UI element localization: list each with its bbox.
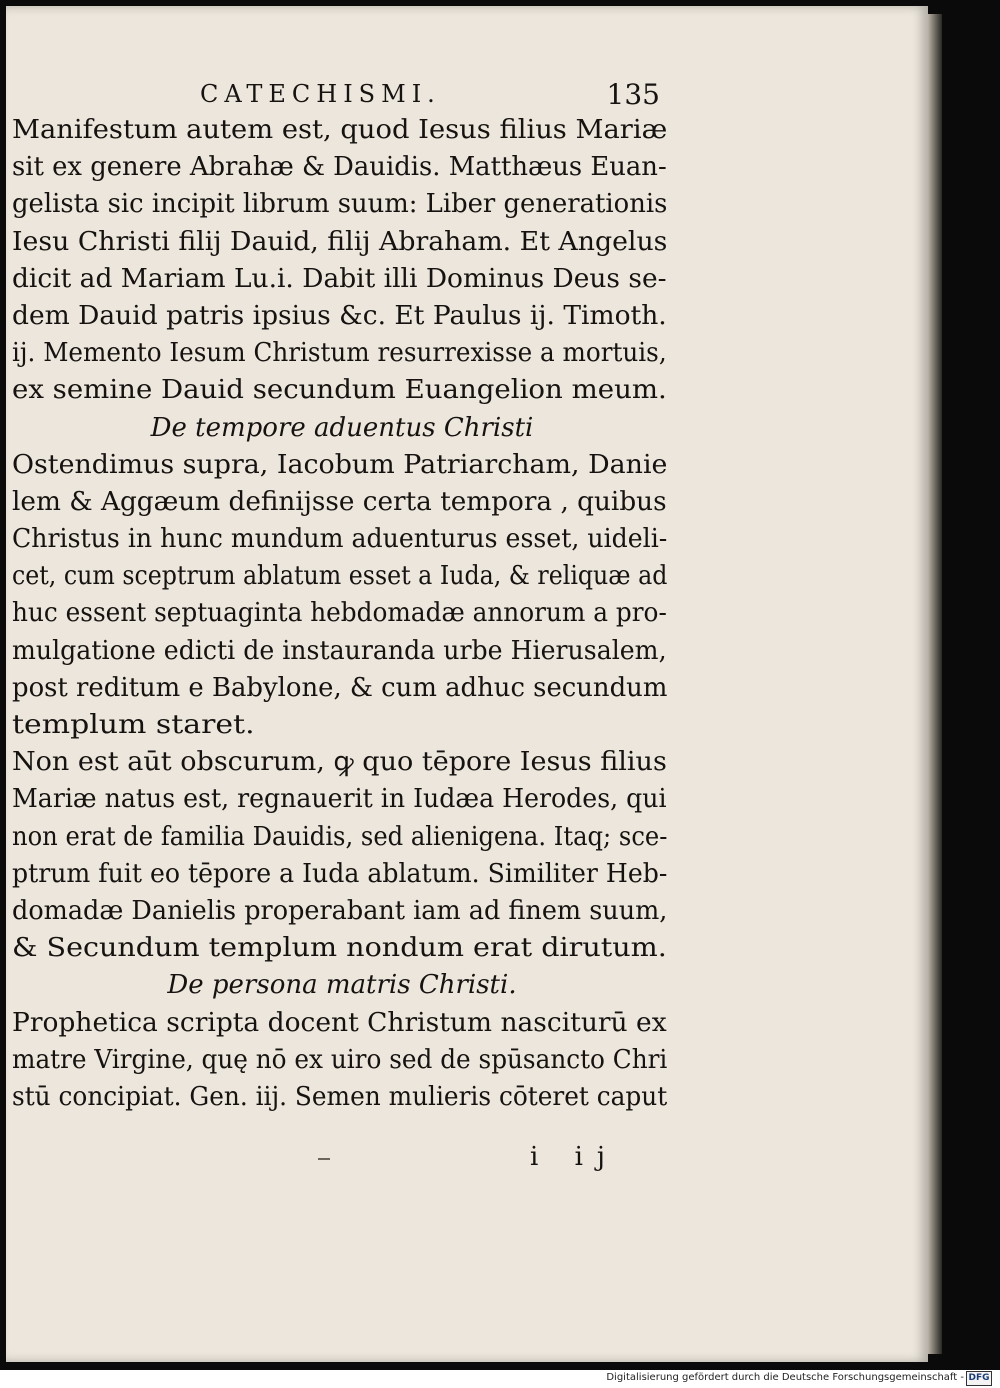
text-line: domadæ Danielis properabant iam ad finem suum, xyxy=(12,895,668,926)
text-line: stū concipiat. Gen. iij. Semen mulieris cōteret caput xyxy=(12,1081,668,1112)
section-heading: De tempore aduentus Christi xyxy=(150,412,534,443)
text-line: mulgatione edicti de instauranda urbe Hierusalem, xyxy=(12,635,667,666)
running-head xyxy=(200,80,670,116)
stray-ink-mark xyxy=(318,1158,330,1160)
page-edge xyxy=(928,14,942,1354)
text-line: sit ex genere Abrahæ & Dauidis. Matthæus Euan- xyxy=(12,152,667,183)
text-line: & Secundum templum nondum erat dirutum. xyxy=(12,933,667,964)
dfg-logo: DFG xyxy=(966,1371,992,1386)
text-line: templum staret. xyxy=(12,710,255,740)
text-line: Non est aūt obscurum, ꝙ quo tēpore Iesus filius xyxy=(12,747,667,778)
text-line: ptrum fuit eo tēpore a Iuda ablatum. Similiter Heb- xyxy=(12,858,668,889)
text-line: cet, cum sceptrum ablatum esset a Iuda, & reliquæ ad xyxy=(12,561,668,592)
text-line: post reditum e Babylone, & cum adhuc secundum xyxy=(12,672,668,703)
text-line: huc essent septuaginta hebdomadæ annorum a pro- xyxy=(12,598,667,629)
section-heading: De persona matris Christi. xyxy=(167,970,517,1001)
footer-credit: Digitalisierung gefördert durch die Deutsche Forschungsgemeinschaft - xyxy=(606,1372,964,1383)
text-line: ij. Memento Iesum Christum resurrexisse a mortuis, xyxy=(12,338,667,369)
text-line: lem & Aggæum definijsse certa tempora , quibus xyxy=(12,486,667,517)
text-line: Mariæ natus est, regnauerit in Iudæa Herodes, qui xyxy=(12,784,667,815)
text-line: Prophetica scripta docent Christum nasciturū ex xyxy=(12,1007,667,1038)
text-line: ex semine Dauid secundum Euangelion meum. xyxy=(12,375,667,406)
text-line: gelista sic incipit librum suum: Liber generationis xyxy=(12,189,668,220)
text-line: matre Virgine, quę nō ex uiro sed de spūsancto Chri xyxy=(12,1044,668,1075)
text-line: dicit ad Mariam Lu.i. Dabit illi Dominus Deus se- xyxy=(12,263,667,294)
running-title: CATECHISMI. xyxy=(200,80,441,108)
text-line: Iesu Christi filij Dauid, filij Abraham. Et Angelus xyxy=(12,226,668,257)
text-line: Manifestum autem est, quod Iesus filius Mariæ xyxy=(12,115,668,145)
folio-number: 135 xyxy=(606,78,660,111)
text-block xyxy=(12,112,672,1116)
text-line: Ostendimus supra, Iacobum Patriarcham, Danie xyxy=(12,449,668,480)
signature-mark: i ij xyxy=(530,1142,619,1172)
text-line: dem Dauid patris ipsius &c. Et Paulus ij. Timoth. xyxy=(12,300,667,331)
text-line: Christus in hunc mundum aduenturus esset, uideli- xyxy=(12,524,668,555)
text-line: non erat de familia Dauidis, sed alienigena. Itaq; sce- xyxy=(12,821,668,852)
